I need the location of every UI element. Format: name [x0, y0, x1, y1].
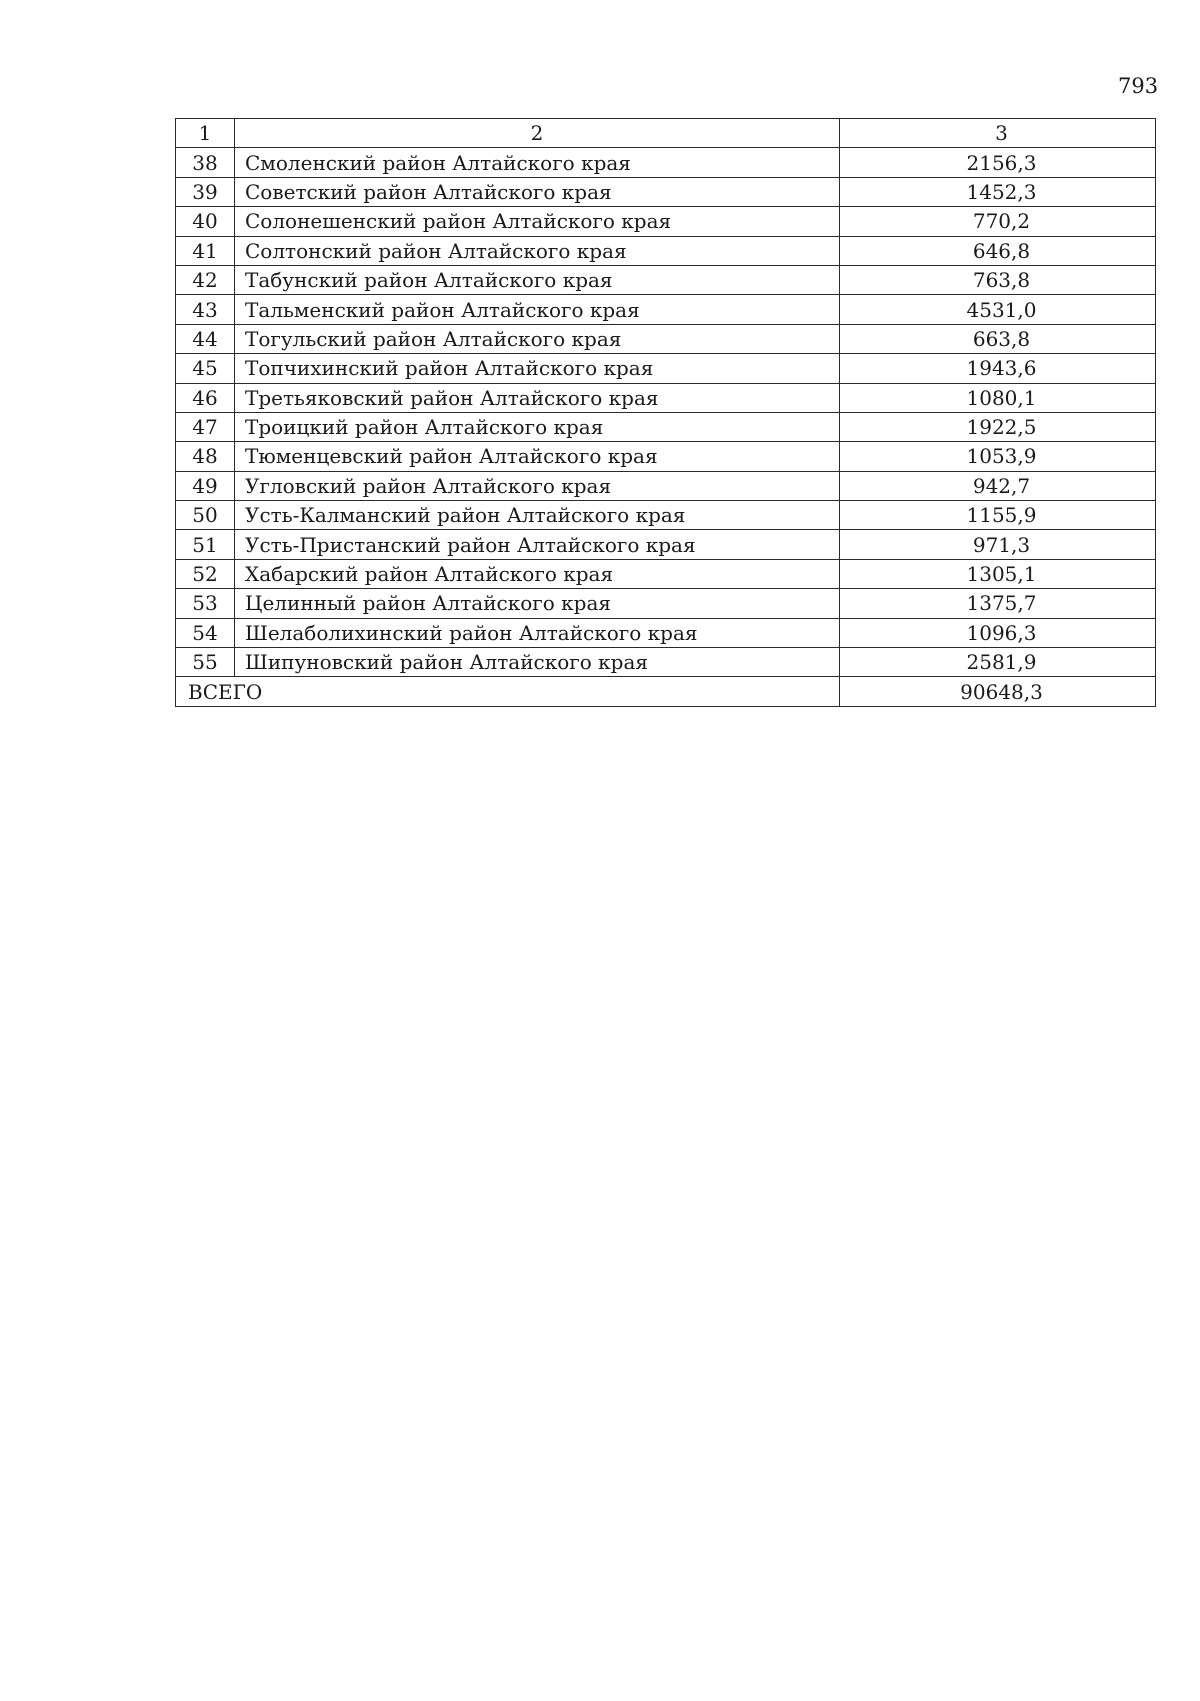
district-value: 1155,9 — [840, 501, 1156, 530]
district-name: Тюменцевский район Алтайского края — [235, 442, 840, 471]
row-number: 41 — [176, 236, 235, 265]
district-name: Солтонский район Алтайского края — [235, 236, 840, 265]
district-name: Усть-Калманский район Алтайского края — [235, 501, 840, 530]
district-value: 1305,1 — [840, 559, 1156, 588]
district-name: Табунский район Алтайского края — [235, 265, 840, 294]
row-number: 44 — [176, 324, 235, 353]
district-name: Усть-Пристанский район Алтайского края — [235, 530, 840, 559]
district-name: Шипуновский район Алтайского края — [235, 648, 840, 677]
district-name: Хабарский район Алтайского края — [235, 559, 840, 588]
table-row — [176, 295, 1156, 324]
row-number: 45 — [176, 354, 235, 383]
row-number: 42 — [176, 265, 235, 294]
district-value: 646,8 — [840, 236, 1156, 265]
district-value: 4531,0 — [840, 295, 1156, 324]
district-name: Смоленский район Алтайского края — [235, 148, 840, 177]
page-number: 793 — [1118, 74, 1159, 98]
district-name: Угловский район Алтайского края — [235, 471, 840, 500]
table-row — [176, 471, 1156, 500]
district-name: Целинный район Алтайского края — [235, 589, 840, 618]
table-row — [176, 177, 1156, 206]
table-row — [176, 383, 1156, 412]
district-value: 763,8 — [840, 265, 1156, 294]
district-value: 663,8 — [840, 324, 1156, 353]
district-value: 1375,7 — [840, 589, 1156, 618]
table-row — [176, 412, 1156, 441]
district-value: 1922,5 — [840, 412, 1156, 441]
row-number: 49 — [176, 471, 235, 500]
table-header-row — [176, 119, 1156, 148]
district-value: 1452,3 — [840, 177, 1156, 206]
district-table — [175, 118, 1156, 707]
row-number: 40 — [176, 207, 235, 236]
row-number: 46 — [176, 383, 235, 412]
table-row — [176, 354, 1156, 383]
district-name: Тальменский район Алтайского края — [235, 295, 840, 324]
district-value: 770,2 — [840, 207, 1156, 236]
district-value: 2156,3 — [840, 148, 1156, 177]
row-number: 48 — [176, 442, 235, 471]
district-name: Шелаболихинский район Алтайского края — [235, 618, 840, 647]
table-row — [176, 559, 1156, 588]
row-number: 39 — [176, 177, 235, 206]
district-value: 1080,1 — [840, 383, 1156, 412]
total-label: ВСЕГО — [176, 677, 840, 706]
district-value: 1096,3 — [840, 618, 1156, 647]
row-number: 52 — [176, 559, 235, 588]
header-col-3: 3 — [840, 119, 1156, 148]
header-col-2: 2 — [235, 119, 840, 148]
table-row — [176, 618, 1156, 647]
row-number: 54 — [176, 618, 235, 647]
table-row — [176, 265, 1156, 294]
row-number: 50 — [176, 501, 235, 530]
district-value: 971,3 — [840, 530, 1156, 559]
table-row — [176, 501, 1156, 530]
district-name: Топчихинский район Алтайского края — [235, 354, 840, 383]
district-value: 2581,9 — [840, 648, 1156, 677]
table-row — [176, 589, 1156, 618]
district-value: 1053,9 — [840, 442, 1156, 471]
table-row — [176, 648, 1156, 677]
district-name: Советский район Алтайского края — [235, 177, 840, 206]
table-row — [176, 530, 1156, 559]
district-name: Третьяковский район Алтайского края — [235, 383, 840, 412]
row-number: 38 — [176, 148, 235, 177]
table-row — [176, 442, 1156, 471]
table-row — [176, 236, 1156, 265]
row-number: 47 — [176, 412, 235, 441]
district-value: 942,7 — [840, 471, 1156, 500]
table-row — [176, 148, 1156, 177]
row-number: 55 — [176, 648, 235, 677]
row-number: 43 — [176, 295, 235, 324]
row-number: 51 — [176, 530, 235, 559]
table-total-row — [176, 677, 1156, 706]
district-name: Тогульский район Алтайского края — [235, 324, 840, 353]
header-col-1: 1 — [176, 119, 235, 148]
row-number: 53 — [176, 589, 235, 618]
table-row — [176, 324, 1156, 353]
district-name: Троицкий район Алтайского края — [235, 412, 840, 441]
table-row — [176, 207, 1156, 236]
district-value: 1943,6 — [840, 354, 1156, 383]
table-body — [176, 119, 1156, 707]
district-name: Солонешенский район Алтайского края — [235, 207, 840, 236]
total-value: 90648,3 — [840, 677, 1156, 706]
